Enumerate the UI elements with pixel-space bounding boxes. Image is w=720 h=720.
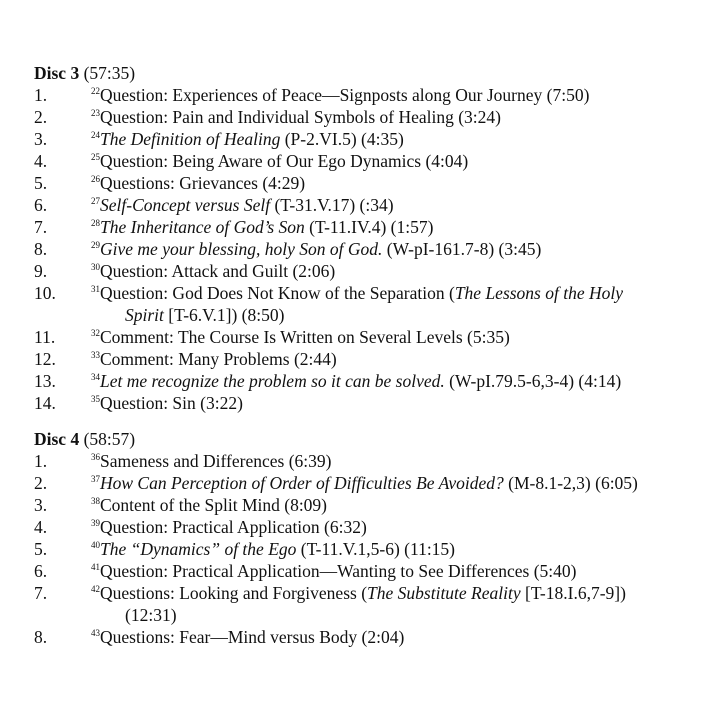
- track-item: [34, 582, 704, 626]
- footnote-marker: 23: [91, 108, 100, 118]
- track-text: [91, 582, 704, 626]
- footnote-marker: 34: [91, 372, 100, 382]
- footnote-marker: 24: [91, 130, 100, 140]
- track-item: [34, 194, 704, 216]
- disc-duration: (57:35): [83, 63, 136, 83]
- italic-title: Spirit: [125, 305, 164, 325]
- track-number: 2.: [34, 107, 48, 127]
- track-text: [91, 348, 704, 370]
- disc-heading: [34, 428, 704, 450]
- track-number: 4.: [34, 517, 48, 537]
- disc-heading: [34, 62, 704, 84]
- track-text-part: [T-6.V.1]) (8:50): [163, 305, 285, 325]
- track-number: 3.: [34, 129, 48, 149]
- track-text: [91, 194, 704, 216]
- track-item: [34, 538, 704, 560]
- track-text: [91, 494, 704, 516]
- footnote-marker: 33: [91, 350, 100, 360]
- footnote-marker: 39: [91, 518, 100, 528]
- track-text: [91, 326, 704, 348]
- track-text-part: Question: Sin (3:22): [100, 393, 243, 413]
- track-text: [91, 84, 704, 106]
- track-text: [91, 392, 704, 414]
- track-text: [91, 472, 704, 494]
- track-text-part: Content of the Split Mind (8:09): [100, 495, 328, 515]
- track-number: 4.: [34, 151, 48, 171]
- track-text-part: Questions: Grievances (4:29): [100, 173, 306, 193]
- italic-title: The Lessons of the Holy: [454, 283, 624, 303]
- track-text-part: (M-8.1-2,3) (6:05): [503, 473, 638, 493]
- disc-title: Disc 3: [34, 63, 80, 83]
- italic-title: Self-Concept versus Self: [100, 195, 271, 215]
- track-text-part: (P-2.VI.5) (4:35): [280, 129, 404, 149]
- footnote-marker: 22: [91, 86, 100, 96]
- footnote-marker: 37: [91, 474, 100, 484]
- italic-title: The Substitute Reality: [367, 583, 521, 603]
- track-text-part: (W-pI-161.7-8) (3:45): [382, 239, 542, 259]
- italic-title: How Can Perception of Order of Difficulties Be Avoided?: [100, 473, 504, 493]
- track-list: [34, 450, 704, 648]
- track-text: [91, 626, 704, 648]
- track-number: 10.: [34, 283, 56, 303]
- track-text-part: [T-18.I.6,7-9]): [520, 583, 626, 603]
- footnote-marker: 32: [91, 328, 100, 338]
- track-number: 3.: [34, 495, 48, 515]
- italic-title: Let me recognize the problem so it can be solved.: [100, 371, 445, 391]
- footnote-marker: 35: [91, 394, 100, 404]
- track-text: [91, 516, 704, 538]
- track-text-part: (12:31): [125, 605, 177, 625]
- footnote-marker: 31: [91, 284, 100, 294]
- footnote-marker: 38: [91, 496, 100, 506]
- track-number: 7.: [34, 583, 48, 603]
- track-text: [91, 128, 704, 150]
- italic-title: The Definition of Healing: [100, 129, 281, 149]
- footnote-marker: 26: [91, 174, 100, 184]
- track-number: 8.: [34, 239, 48, 259]
- track-number: 1.: [34, 85, 48, 105]
- footnote-marker: 30: [91, 262, 100, 272]
- track-number: 14.: [34, 393, 56, 413]
- track-list: [34, 84, 704, 414]
- track-text-part: (T-11.IV.4) (1:57): [304, 217, 434, 237]
- track-text: [91, 450, 704, 472]
- track-text-part: Question: Experiences of Peace—Signposts along Our Journey (7:50): [100, 85, 590, 105]
- track-number: 11.: [34, 327, 56, 347]
- track-item: [34, 516, 704, 538]
- track-number: 12.: [34, 349, 56, 369]
- track-text: [91, 260, 704, 282]
- track-item: [34, 150, 704, 172]
- track-text-part: (W-pI.79.5-6,3-4) (4:14): [444, 371, 622, 391]
- track-number: 7.: [34, 217, 48, 237]
- track-item: [34, 238, 704, 260]
- track-continuation: [91, 304, 704, 326]
- footnote-marker: 36: [91, 452, 100, 462]
- track-item: [34, 472, 704, 494]
- track-text-part: (T-11.V.1,5-6) (11:15): [296, 539, 456, 559]
- track-text: [91, 172, 704, 194]
- track-text-part: Questions: Fear—Mind versus Body (2:04): [100, 627, 405, 647]
- track-text-part: Question: Pain and Individual Symbols of Healing (3:24): [100, 107, 501, 127]
- footnote-marker: 43: [91, 628, 100, 638]
- track-item: [34, 348, 704, 370]
- track-number: 5.: [34, 173, 48, 193]
- disc-4-section: [34, 428, 704, 648]
- track-item: [34, 128, 704, 150]
- track-text: [91, 282, 704, 326]
- italic-title: The Inheritance of God’s Son: [100, 217, 305, 237]
- track-item: [34, 392, 704, 414]
- disc-duration: (58:57): [83, 429, 136, 449]
- track-text: [91, 370, 704, 392]
- track-item: [34, 282, 704, 326]
- disc-title: Disc 4: [34, 429, 80, 449]
- footnote-marker: 25: [91, 152, 100, 162]
- track-number: 6.: [34, 561, 48, 581]
- track-text: [91, 150, 704, 172]
- track-text: [91, 538, 704, 560]
- track-text-part: (T-31.V.17) (:34): [270, 195, 394, 215]
- footnote-marker: 41: [91, 562, 100, 572]
- track-number: 9.: [34, 261, 48, 281]
- track-item: [34, 560, 704, 582]
- track-text: [91, 106, 704, 128]
- track-number: 2.: [34, 473, 48, 493]
- track-text: [91, 238, 704, 260]
- track-text-part: Question: Attack and Guilt (2:06): [100, 261, 336, 281]
- track-text-part: Comment: The Course Is Written on Several Levels (5:35): [100, 327, 510, 347]
- track-number: 5.: [34, 539, 48, 559]
- footnote-marker: 28: [91, 218, 100, 228]
- track-item: [34, 172, 704, 194]
- track-text: [91, 560, 704, 582]
- track-item: [34, 494, 704, 516]
- footnote-marker: 27: [91, 196, 100, 206]
- track-text-part: Question: God Does Not Know of the Separation (: [100, 283, 455, 303]
- track-number: 6.: [34, 195, 48, 215]
- track-item: [34, 84, 704, 106]
- track-number: 8.: [34, 627, 48, 647]
- track-text-part: Question: Practical Application—Wanting to See Differences (5:40): [100, 561, 577, 581]
- italic-title: The “Dynamics” of the Ego: [100, 539, 297, 559]
- track-number: 1.: [34, 451, 48, 471]
- track-item: [34, 106, 704, 128]
- track-item: [34, 450, 704, 472]
- disc-3-section: [34, 62, 704, 414]
- track-text-part: Comment: Many Problems (2:44): [100, 349, 337, 369]
- footnote-marker: 42: [91, 584, 100, 594]
- track-text-part: Sameness and Differences (6:39): [100, 451, 332, 471]
- track-item: [34, 216, 704, 238]
- track-text-part: Question: Practical Application (6:32): [100, 517, 367, 537]
- track-number: 13.: [34, 371, 56, 391]
- track-text: [91, 216, 704, 238]
- track-item: [34, 370, 704, 392]
- track-continuation: [91, 604, 704, 626]
- track-text-part: Questions: Looking and Forgiveness (: [100, 583, 368, 603]
- track-item: [34, 626, 704, 648]
- italic-title: Give me your blessing, holy Son of God.: [100, 239, 383, 259]
- track-item: [34, 260, 704, 282]
- footnote-marker: 40: [91, 540, 100, 550]
- footnote-marker: 29: [91, 240, 100, 250]
- track-item: [34, 326, 704, 348]
- track-text-part: Question: Being Aware of Our Ego Dynamics (4:04): [100, 151, 469, 171]
